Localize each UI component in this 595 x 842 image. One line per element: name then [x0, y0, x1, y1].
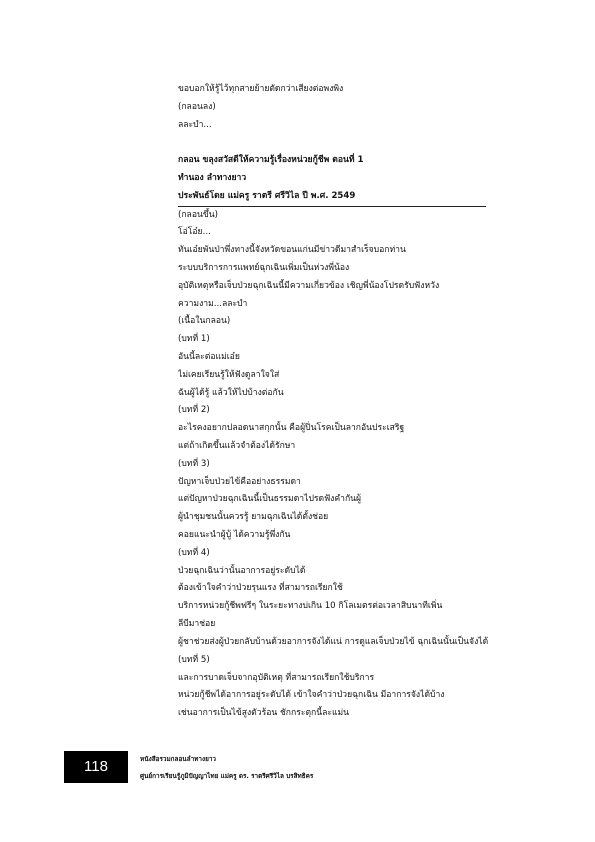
- verse-line: ฉันผู้ได้รู้ แล้วให้ไปบ้างต่อกัน: [178, 387, 284, 398]
- verse-line: ลีบีมาช่อย: [178, 618, 216, 629]
- verse-line: ความงาม...ลละบำ: [178, 298, 248, 309]
- song-title: กลอน ขลุงสวัสดีให้ความรู้เรื่องหน่วยกู้ชีพ ตอนที่ 1: [178, 155, 364, 166]
- section-heading: (บทที่ 5): [178, 654, 210, 665]
- footer-text: [140, 751, 470, 785]
- verse-line: แต่ปัญหาป่วยฉุกเฉินนี้เป็นธรรมดาไปรดฟังคำกันผู้: [178, 494, 362, 505]
- spacer: [178, 134, 508, 152]
- section-heading: (บทที่ 4): [178, 547, 210, 558]
- verse-line: ผู้นำชุมชนนั้นควรรู้ ยามฉุกเฉินได้ตั้งช่อย: [178, 512, 329, 523]
- song-melody: ทำนอง ลำทางยาว: [178, 172, 247, 183]
- page-number: 118: [64, 751, 128, 783]
- refrain-line: ลละบำ...: [178, 119, 212, 130]
- verse-line: ป่วยฉุกเฉินว่านั้นอาการอยู่ระดับได้: [178, 565, 306, 576]
- song-author: ประพันธ์โดย แม่ครู ราตรี ศรีวิไล ปี พ.ศ. 2549: [178, 190, 356, 201]
- verse-line: อันนี้ละต่อแม่เอ๋ย: [178, 351, 240, 362]
- verse-line: (กลอนขึ้น): [178, 209, 218, 220]
- verse-line: ปัญหาเจ็บป่วยไข้คืออย่างธรรมดา: [178, 476, 301, 487]
- section-heading: (บทที่ 2): [178, 405, 210, 416]
- verse-line: ผู้ชาช่วยส่งผู้ป่วยกลับบ้านด้วยอาการจังได้แน่ การดูแลเจ็บป่วยไข้ ฉุกเฉินนั้นเป็นจังได้: [178, 636, 489, 647]
- verse-line: บริการหน่วยกู้ชีพฟรีๆ ในระยะทางบ่เกิน 10 กิโลเมตรต่อเวลาสิบนาทีเพิ่น: [178, 601, 443, 612]
- footer-book-title: หนังสือรวมกลอนลำทางยาว: [140, 755, 217, 763]
- document-body: [178, 81, 508, 723]
- verse-line: คอยแนะนำผู้บู้ ได้ความรู้พึ่งกัน: [178, 529, 291, 540]
- verse-line: และการบาดเจ็บจากอุบัติเหตุ ที่สามารถเรียกใช้บริการ: [178, 672, 375, 683]
- verse-line: เช่นอาการเป็นไข้สูงตัวร้อน ชักกระตุกนี้ละแม่น: [178, 708, 350, 719]
- section-heading: (บทที่ 1): [178, 334, 210, 345]
- intro-line: ขอบอกให้รู้ไว้ทุกสายย้ายตัดกว่าเสียงต่อพงพิง: [178, 84, 344, 94]
- page-footer: [64, 743, 484, 793]
- section-heading: (บทที่ 3): [178, 458, 210, 469]
- verse-line: อะไรคงอยากปลอดนาสกุกนั้น คือผู้ปิ่นโรคเป็นลากอันประเสริฐ: [178, 423, 405, 434]
- stage-direction: (กลอนลง): [178, 101, 216, 112]
- section-heading: (เนื้อในกลอน): [178, 316, 231, 327]
- verse-line: อุบัติเหตุหรือเจ็บป่วยฉุกเฉินนี้มีความเกี่ยวข้อง เชิญพี่น้องโปรดรับฟังหวัง: [178, 280, 440, 291]
- verse-line: ทันเอ๋ยพันป่าพึ่งทางนี้จังหวัดขอนแก่นมีข่าวดีมาสำเร็จบอกท่าน: [178, 245, 406, 256]
- verse-line: ไม่เคยเรียนรู้ให้ฟังดูลาใจใส่: [178, 369, 280, 380]
- verse-line: โอ่โอ๋ย...: [178, 227, 211, 238]
- verse-line: ระบบบริการการแพทย์ฉุกเฉินเพิ่มเป็นห่วงพี่น้อง: [178, 262, 350, 273]
- verse-line: หน่วยกู้ชีพได้อาการอยู่ระดับได้ เข้าใจคำว่าป่วยฉุกเฉิน มีอาการจังได้บ้าง: [178, 690, 445, 701]
- verse-line: ต้องเข้าใจคำว่าป่วยรุนแรง ที่สามารถเรียกใช้: [178, 583, 343, 594]
- verse-line: แต่ถ้าเกิดขึ้นแล้วจำต้องได้รักษา: [178, 440, 296, 451]
- footer-publisher: ศูนย์การเรียนรู้ภูมิปัญญาไทย แม่ครู ดร. ราตรีศรีวิไล บรสิทธิคร: [140, 772, 314, 780]
